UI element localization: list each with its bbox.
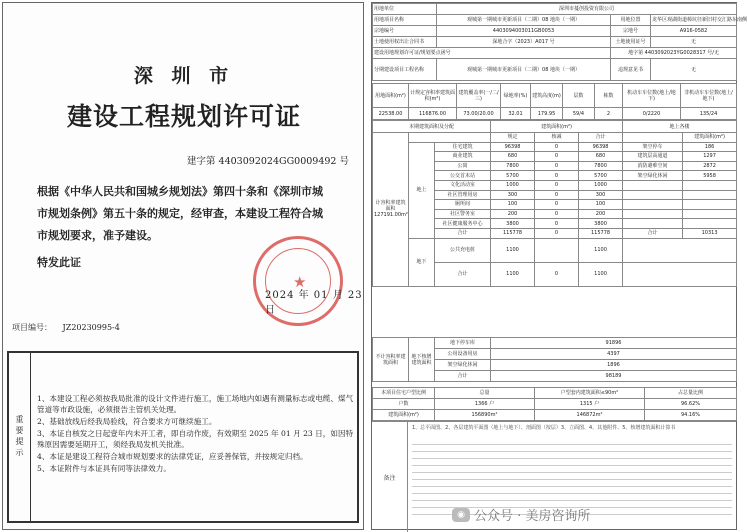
table-header-cell: 建筑面积(m²): [683, 133, 737, 143]
table-cell: 用地位置: [611, 15, 651, 26]
table-cell: 土地使用证号: [611, 37, 651, 48]
table-cell: 91896: [491, 338, 737, 349]
table-cell: 2: [595, 108, 623, 120]
table-header-cell: 用地面积(m²): [373, 84, 409, 108]
table-cell: 公用设备用房: [435, 349, 491, 360]
table-cell: 186: [683, 142, 737, 152]
table-cell: 2872: [683, 161, 737, 171]
permit-certificate-page: [2, 2, 364, 530]
table-row: [373, 133, 737, 143]
table-header-cell: 占总量比例: [645, 388, 737, 399]
table-cell: 100: [579, 200, 623, 210]
table-cell: 100: [491, 200, 535, 210]
table-cell: 建设用地规划许可证/规划要点函号: [373, 48, 611, 59]
table-cell: 4403094003011GB0053: [437, 26, 611, 37]
table-cell: [683, 180, 737, 190]
table-cell: 架空绿化休闲: [435, 360, 491, 371]
table-cell: 社区健康服务中心: [435, 219, 491, 229]
table-cell: 0: [535, 209, 579, 219]
table-header-cell: 地上各楼: [623, 121, 737, 133]
table-cell: 观城第一期城市更新项目（二期）08 地块（一期）: [437, 15, 611, 26]
table-cell: 分期建设项目工程名称: [373, 59, 437, 81]
table-cell: 公共充电桩: [435, 238, 491, 262]
table-cell: [683, 190, 737, 200]
table-header-cell: 绿地率(%): [501, 84, 531, 108]
table-cell: 5958: [683, 171, 737, 181]
table-cell: 0: [535, 190, 579, 200]
table-row: [373, 59, 737, 81]
table-cell: 户数: [373, 399, 435, 410]
table-cell: 观城第一期城市更新项目（二期）08 地块（一期）: [437, 59, 611, 81]
table-cell: 22538.00: [373, 108, 409, 120]
table-cell: 商业建筑: [435, 152, 491, 162]
table-cell: 3800: [579, 219, 623, 229]
table-cell: 680: [491, 152, 535, 162]
table-cell: 115778: [579, 228, 623, 238]
table-row: [373, 37, 737, 48]
table-cell: [623, 133, 683, 143]
table-cell: 0: [535, 171, 579, 181]
indicator-table: [372, 83, 737, 120]
table-row: [373, 15, 737, 26]
table-row: [373, 48, 737, 59]
table-cell: 135/24: [681, 108, 737, 120]
table-cell: [623, 180, 683, 190]
table-header-cell: 合计: [579, 133, 623, 143]
non-calc-label: 不计容积率建筑面积: [373, 338, 409, 382]
table-cell: 200: [491, 209, 535, 219]
non-calc-sub-label: 地下核增建筑面积: [409, 338, 435, 382]
important-notes-box: [7, 351, 359, 523]
table-cell: 0: [535, 228, 579, 238]
table-cell: 0/2220: [623, 108, 681, 120]
certificate-body-text: 根据《中华人民共和国城乡规划法》第四十条和《深圳市城市规划条例》第五十条的规定，经审查，本建设工程符合城市规划要求，准予建设。: [37, 185, 323, 242]
table-header-cell: 非机动车车位数(地上/地下): [681, 84, 737, 108]
table-cell: 300: [579, 190, 623, 200]
table-cell: 59/4: [563, 108, 595, 120]
table-row: [373, 84, 737, 108]
table-cell: 5700: [579, 171, 623, 181]
important-notes-list: [37, 393, 355, 475]
table-header-cell: 本期建筑面积及分配: [373, 121, 491, 133]
certificate-number: 建字第 4403092024GG0009492 号: [187, 156, 349, 167]
issue-date: 2024 年 01 月 23 日: [265, 290, 363, 316]
table-cell: 0: [535, 262, 579, 286]
table-row: [373, 4, 737, 15]
table-cell: 96.62%: [645, 399, 737, 410]
table-cell: 宗地编号: [373, 26, 437, 37]
table-cell: 1100: [579, 262, 623, 286]
table-cell: 0: [535, 200, 579, 210]
table-cell: 合计: [435, 262, 491, 286]
table-cell: 架空停车: [623, 142, 683, 152]
table-cell: 1100: [491, 238, 535, 262]
table-header-cell: 户型套内建筑面积≤90m²: [535, 388, 645, 399]
remarks-text: 1、总平面图、2、各层建筑平面图（地上与地下）、剖面图（按层）3、立面图、4、其他附件、5、核增建筑面积计算书: [412, 425, 676, 431]
table-cell: 1000: [579, 180, 623, 190]
table-cell: 96398: [491, 142, 535, 152]
important-notes-label: 重要提示: [9, 353, 31, 521]
table-row: [373, 388, 737, 399]
housing-ratio-table: [372, 387, 737, 421]
table-cell: 1100: [491, 262, 535, 286]
table-cell: 厕所间: [435, 200, 491, 210]
table-cell: 1297: [683, 152, 737, 162]
table-cell: A916-0582: [651, 26, 737, 37]
above-ground-label: 地上: [409, 142, 435, 238]
table-cell: 3800: [491, 219, 535, 229]
table-row: [373, 121, 737, 133]
table-header-cell: 机动车车位数(地上/地下): [623, 84, 681, 108]
table-cell: 115778: [491, 228, 535, 238]
table-cell: 合计: [435, 371, 491, 382]
table-cell: 680: [579, 152, 623, 162]
table-row: [373, 399, 737, 410]
table-cell: 7800: [579, 161, 623, 171]
table-cell: 消防避难空间: [623, 161, 683, 171]
table-cell: 98189: [491, 371, 737, 382]
table-header-cell: 栋数: [595, 84, 623, 108]
table-cell: [623, 238, 737, 262]
note-item: 2、基础放线后经我局验线，符合要求方可继续施工。: [37, 417, 217, 426]
calc-area-label: 计容积率建筑面积 127191.00m²: [373, 133, 409, 287]
remarks-label: 备注: [372, 422, 408, 532]
wechat-watermark: [452, 505, 590, 524]
note-item: 5、本证附件与本证具有同等法律效力。: [37, 464, 171, 473]
table-cell: 0: [535, 219, 579, 229]
note-item: 4、本证是建设工程符合城市规划要求的法律凭证，应妥善保管，并按规定归档。: [37, 452, 308, 461]
table-cell: 社区管理用房: [435, 190, 491, 200]
table-cell: [683, 219, 737, 229]
table-cell: 7800: [491, 161, 535, 171]
note-item: 3、本证自核发之日起壹年内未开工者，即自动作废，有效期至 2025 年 01 月 23 日，如因特殊原因需要延期开工，须经我局发机关批准。: [37, 429, 354, 449]
table-cell: 用地项目名称: [373, 15, 437, 26]
table-cell: 建筑层高通道: [623, 152, 683, 162]
table-cell: 文化活动室: [435, 180, 491, 190]
table-header-cell: 建筑高度(m): [531, 84, 563, 108]
table-cell: [535, 238, 579, 262]
table-cell: 用地单位: [373, 4, 437, 15]
table-cell: [683, 209, 737, 219]
table-row: [373, 410, 737, 421]
table-row: [373, 338, 737, 349]
watermark-text: 公众号 · 美房咨询所: [474, 509, 591, 524]
table-cell: 300: [491, 190, 535, 200]
table-cell: 合计: [623, 228, 683, 238]
table-cell: 32.01: [501, 108, 531, 120]
table-cell: 违规意见书: [611, 59, 651, 81]
table-cell: 无: [651, 59, 737, 81]
table-row: [373, 142, 737, 152]
certificate-title: 建设工程规划许可证: [66, 102, 301, 131]
table-header-cell: 建筑覆盖率(一/二/三): [457, 84, 501, 108]
table-cell: 深圳市蔓创投资有限公司: [437, 4, 737, 15]
table-cell: 架空绿化休闲: [623, 171, 683, 181]
table-row: [373, 238, 737, 262]
table-cell: 建筑面积(m²): [373, 410, 435, 421]
table-cell: 社区警务室: [435, 209, 491, 219]
table-cell: [623, 209, 683, 219]
table-cell: 0: [535, 180, 579, 190]
table-cell: 96398: [579, 142, 623, 152]
table-header-cell: 建筑面积(m²): [491, 121, 623, 133]
table-cell: 146872m²: [535, 410, 645, 421]
table-cell: 地字第 4403092023YG0028317 号/无: [611, 48, 737, 59]
table-cell: 无: [651, 37, 737, 48]
table-cell: 宗地号: [611, 26, 651, 37]
table-cell: 1000: [491, 180, 535, 190]
table-header-cell: 本项目住宅户型比例: [373, 388, 435, 399]
official-seal-icon: ★: [253, 236, 343, 326]
table-cell: 73.00/20.00: [457, 108, 501, 120]
below-ground-label: 地下: [409, 238, 435, 286]
table-cell: 10313: [683, 228, 737, 238]
table-cell: 5700: [491, 171, 535, 181]
table-cell: 200: [579, 209, 623, 219]
table-cell: 0: [535, 161, 579, 171]
table-cell: 0: [535, 142, 579, 152]
table-header-cell: 核减: [535, 133, 579, 143]
table-cell: 0: [535, 152, 579, 162]
non-calc-area-table: [372, 337, 737, 382]
project-number-value: JZ20230995-4: [62, 323, 120, 332]
table-cell: [623, 200, 683, 210]
table-cell: [683, 200, 737, 210]
table-cell: [623, 190, 683, 200]
table-cell: 土地使用权出让合同书: [373, 37, 437, 48]
table-header-cell: 规定: [491, 133, 535, 143]
city-name: 深 圳 市: [133, 65, 235, 87]
note-item: 1、本建设工程必须按我局批准的设计文件进行施工，施工场地内如遇有测量标志或电缆、煤气管道等市政设施，必须报告主管机关处理。: [37, 394, 354, 414]
table-cell: 179.95: [531, 108, 563, 120]
land-info-table: [372, 3, 747, 81]
table-cell: 116876.00: [409, 108, 457, 120]
table-cell: 156890m²: [435, 410, 535, 421]
table-cell: [409, 133, 491, 143]
table-cell: 龙华区观湖街道樟坑径新旧村交汇路东南侧: [651, 15, 737, 26]
table-cell: 4397: [491, 349, 737, 360]
table-cell: 合计: [435, 228, 491, 238]
table-cell: 1896: [491, 360, 737, 371]
wechat-icon: ◉: [452, 508, 470, 522]
table-cell: [623, 262, 737, 286]
table-cell: 94.16%: [645, 410, 737, 421]
table-cell: 地下停车库: [435, 338, 491, 349]
table-cell: 1100: [579, 238, 623, 262]
table-header-cell: 计规定容积率建筑面积(m²): [409, 84, 457, 108]
project-number-label: 项目编号：: [12, 323, 52, 332]
table-cell: 1315 户: [535, 399, 645, 410]
approval-text: 特发此证: [37, 256, 81, 269]
table-cell: 住宅建筑: [435, 142, 491, 152]
table-cell: 公寓: [435, 161, 491, 171]
area-allocation-table: [372, 120, 737, 287]
project-number-row: [12, 322, 120, 333]
table-row: [373, 26, 737, 37]
table-row: [373, 108, 737, 120]
table-cell: [623, 219, 683, 229]
table-cell: 深地合字（2023）A017 号: [437, 37, 611, 48]
permit-attachment-page: [371, 2, 747, 530]
table-cell: 1366 户: [435, 399, 535, 410]
table-header-cell: 总量: [435, 388, 535, 399]
table-header-cell: 层数: [563, 84, 595, 108]
table-cell: 公交首末站: [435, 171, 491, 181]
